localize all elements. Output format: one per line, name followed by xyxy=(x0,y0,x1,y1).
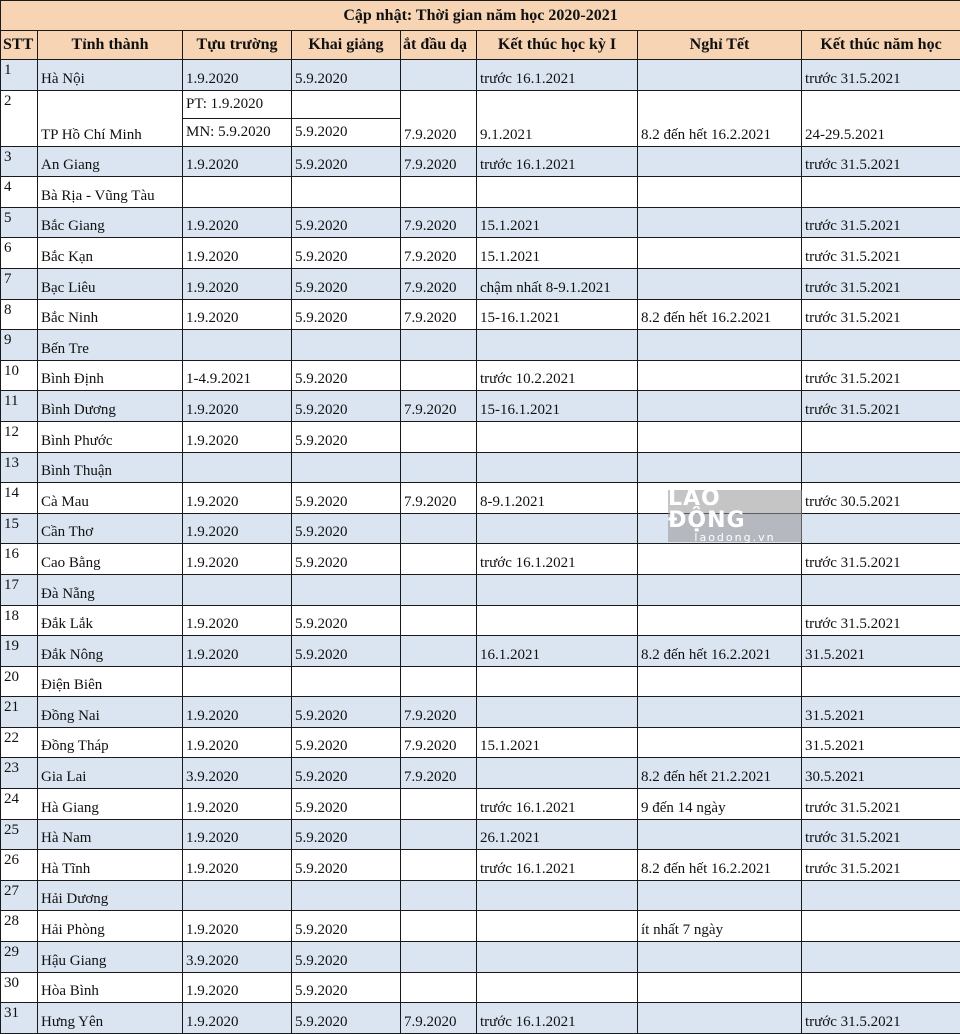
nghi-tet-cell xyxy=(638,238,802,269)
khai-giang-cell: 5.9.2020 xyxy=(292,544,401,575)
ket-thuc-hk1-cell xyxy=(477,513,638,544)
nghi-tet-cell xyxy=(638,942,802,973)
table-row xyxy=(1,177,960,208)
stt-cell: 30 xyxy=(1,972,38,1003)
province-cell: Bắc Ninh xyxy=(38,299,183,330)
header-tuu-truong: Tựu trường xyxy=(183,31,292,60)
ket-thuc-nam-hoc-cell: trước 31.5.2021 xyxy=(802,299,960,330)
nghi-tet-cell xyxy=(638,268,802,299)
tuu-truong-cell: 3.9.2020 xyxy=(183,942,292,973)
khai-giang-cell: 5.9.2020 xyxy=(292,819,401,850)
stt-cell: 19 xyxy=(1,636,38,667)
ket-thuc-nam-hoc-cell: 24-29.5.2021 xyxy=(802,90,960,146)
tuu-truong-cell: 1.9.2020 xyxy=(183,544,292,575)
ket-thuc-hk1-cell xyxy=(477,972,638,1003)
ket-thuc-nam-hoc-cell: trước 31.5.2021 xyxy=(802,360,960,391)
tuu-truong-cell: 1.9.2020 xyxy=(183,789,292,820)
province-cell: Hà Tĩnh xyxy=(38,850,183,881)
nghi-tet-cell xyxy=(638,605,802,636)
province-cell: Đồng Nai xyxy=(38,697,183,728)
nghi-tet-cell xyxy=(638,360,802,391)
table-row xyxy=(1,911,960,942)
tuu-truong-cell: 1-4.9.2021 xyxy=(183,360,292,391)
tuu-truong-cell: 3.9.2020 xyxy=(183,758,292,789)
watermark-site-text: laodong.vn xyxy=(694,532,775,544)
ket-thuc-hk1-cell xyxy=(477,758,638,789)
header-ket-thuc-hk1: Kết thúc học kỳ I xyxy=(477,31,638,60)
header-stt: STT xyxy=(1,31,38,60)
ket-thuc-hk1-cell: 16.1.2021 xyxy=(477,636,638,667)
nghi-tet-cell: 8.2 đến hết 16.2.2021 xyxy=(638,850,802,881)
stt-cell: 2 xyxy=(1,90,38,146)
ket-thuc-nam-hoc-cell xyxy=(802,880,960,911)
nghi-tet-cell xyxy=(638,544,802,575)
table-row xyxy=(1,697,960,728)
khai-giang-cell xyxy=(292,880,401,911)
khai-giang-cell: 5.9.2020 xyxy=(292,789,401,820)
tuu-truong-cell: 1.9.2020 xyxy=(183,972,292,1003)
stt-cell: 16 xyxy=(1,544,38,575)
ket-thuc-nam-hoc-cell: trước 31.5.2021 xyxy=(802,391,960,422)
stt-cell: 8 xyxy=(1,299,38,330)
ket-thuc-nam-hoc-cell: trước 31.5.2021 xyxy=(802,1003,960,1034)
nghi-tet-cell xyxy=(638,60,802,91)
ket-thuc-nam-hoc-cell xyxy=(802,452,960,483)
province-cell: Bình Phước xyxy=(38,421,183,452)
tuu-truong-cell xyxy=(183,574,292,605)
header-ket-thuc-nam-hoc: Kết thúc năm học xyxy=(802,31,960,60)
table-row xyxy=(1,330,960,361)
tuu-truong-cell xyxy=(183,880,292,911)
header-row xyxy=(1,31,960,60)
ket-thuc-hk1-cell xyxy=(477,911,638,942)
tuu-truong-cell xyxy=(183,90,292,146)
khai-giang-cell: 5.9.2020 xyxy=(292,483,401,514)
bat-dau-cell xyxy=(401,636,477,667)
nghi-tet-cell: 8.2 đến hết 16.2.2021 xyxy=(638,90,802,146)
province-cell: Bình Dương xyxy=(38,391,183,422)
ket-thuc-nam-hoc-cell xyxy=(802,666,960,697)
table-row xyxy=(1,360,960,391)
ket-thuc-nam-hoc-cell: trước 31.5.2021 xyxy=(802,850,960,881)
stt-cell: 25 xyxy=(1,819,38,850)
bat-dau-cell xyxy=(401,513,477,544)
nghi-tet-cell xyxy=(638,452,802,483)
province-cell: Cà Mau xyxy=(38,483,183,514)
ket-thuc-hk1-cell: trước 16.1.2021 xyxy=(477,850,638,881)
tuu-truong-cell: 1.9.2020 xyxy=(183,268,292,299)
khai-giang-cell: 5.9.2020 xyxy=(292,758,401,789)
stt-cell: 13 xyxy=(1,452,38,483)
stt-cell: 26 xyxy=(1,850,38,881)
table-row xyxy=(1,483,960,514)
khai-giang-empty xyxy=(292,91,400,119)
ket-thuc-hk1-cell: 15.1.2021 xyxy=(477,727,638,758)
ket-thuc-nam-hoc-cell: trước 31.5.2021 xyxy=(802,605,960,636)
ket-thuc-nam-hoc-cell xyxy=(802,911,960,942)
nghi-tet-cell xyxy=(638,697,802,728)
stt-cell: 27 xyxy=(1,880,38,911)
khai-giang-cell: 5.9.2020 xyxy=(292,697,401,728)
tuu-truong-cell: 1.9.2020 xyxy=(183,421,292,452)
ket-thuc-nam-hoc-cell xyxy=(802,513,960,544)
table-row xyxy=(1,207,960,238)
nghi-tet-cell xyxy=(638,177,802,208)
ket-thuc-hk1-cell: 15.1.2021 xyxy=(477,207,638,238)
stt-cell: 12 xyxy=(1,421,38,452)
ket-thuc-nam-hoc-cell: trước 31.5.2021 xyxy=(802,146,960,177)
nghi-tet-cell xyxy=(638,1003,802,1034)
bat-dau-cell: 7.9.2020 xyxy=(401,727,477,758)
stt-cell: 15 xyxy=(1,513,38,544)
tuu-truong-cell: 1.9.2020 xyxy=(183,819,292,850)
province-cell: Hà Giang xyxy=(38,789,183,820)
ket-thuc-hk1-cell: trước 16.1.2021 xyxy=(477,1003,638,1034)
nghi-tet-cell xyxy=(638,666,802,697)
bat-dau-cell: 7.9.2020 xyxy=(401,146,477,177)
khai-giang-cell xyxy=(292,177,401,208)
table-row xyxy=(1,850,960,881)
stt-cell: 11 xyxy=(1,391,38,422)
khai-giang-cell: 5.9.2020 xyxy=(292,911,401,942)
nghi-tet-cell xyxy=(638,146,802,177)
khai-giang-cell: 5.9.2020 xyxy=(292,299,401,330)
table-row xyxy=(1,574,960,605)
tuu-truong-cell: 1.9.2020 xyxy=(183,850,292,881)
province-cell: Bình Thuận xyxy=(38,452,183,483)
province-cell: Hưng Yên xyxy=(38,1003,183,1034)
ket-thuc-nam-hoc-cell xyxy=(802,421,960,452)
stt-cell: 3 xyxy=(1,146,38,177)
tuu-truong-cell: 1.9.2020 xyxy=(183,513,292,544)
nghi-tet-cell xyxy=(638,819,802,850)
tuu-truong-cell: 1.9.2020 xyxy=(183,1003,292,1034)
ket-thuc-hk1-cell xyxy=(477,421,638,452)
bat-dau-cell xyxy=(401,880,477,911)
tuu-truong-pt: PT: 1.9.2020 xyxy=(183,91,291,119)
stt-cell: 10 xyxy=(1,360,38,391)
tuu-truong-cell: 1.9.2020 xyxy=(183,238,292,269)
ket-thuc-nam-hoc-cell: trước 31.5.2021 xyxy=(802,238,960,269)
province-cell: Cần Thơ xyxy=(38,513,183,544)
province-cell: Hậu Giang xyxy=(38,942,183,973)
ket-thuc-hk1-cell: 15.1.2021 xyxy=(477,238,638,269)
table-row xyxy=(1,727,960,758)
ket-thuc-nam-hoc-cell: trước 30.5.2021 xyxy=(802,483,960,514)
tuu-truong-cell: 1.9.2020 xyxy=(183,391,292,422)
province-cell: Hà Nam xyxy=(38,819,183,850)
nghi-tet-cell xyxy=(638,207,802,238)
province-cell: Hải Phòng xyxy=(38,911,183,942)
stt-cell: 24 xyxy=(1,789,38,820)
ket-thuc-hk1-cell xyxy=(477,942,638,973)
stt-cell: 18 xyxy=(1,605,38,636)
bat-dau-cell xyxy=(401,605,477,636)
bat-dau-cell: 7.9.2020 xyxy=(401,697,477,728)
province-cell: Đà Nẵng xyxy=(38,574,183,605)
khai-giang-cell: 5.9.2020 xyxy=(292,972,401,1003)
nghi-tet-cell: 8.2 đến hết 16.2.2021 xyxy=(638,299,802,330)
bat-dau-cell: 7.9.2020 xyxy=(401,299,477,330)
stt-cell: 31 xyxy=(1,1003,38,1034)
table-row xyxy=(1,942,960,973)
nghi-tet-cell xyxy=(638,330,802,361)
bat-dau-cell xyxy=(401,911,477,942)
khai-giang-cell: 5.9.2020 xyxy=(292,636,401,667)
khai-giang-cell: 5.9.2020 xyxy=(292,238,401,269)
table-row xyxy=(1,146,960,177)
bat-dau-cell xyxy=(401,60,477,91)
stt-cell: 22 xyxy=(1,727,38,758)
bat-dau-cell: 7.9.2020 xyxy=(401,758,477,789)
table-row xyxy=(1,90,960,146)
province-cell: Bắc Giang xyxy=(38,207,183,238)
nghi-tet-cell xyxy=(638,727,802,758)
bat-dau-cell xyxy=(401,666,477,697)
ket-thuc-hk1-cell: trước 16.1.2021 xyxy=(477,60,638,91)
bat-dau-cell xyxy=(401,177,477,208)
bat-dau-cell: 7.9.2020 xyxy=(401,1003,477,1034)
khai-giang-cell: 5.9.2020 xyxy=(292,727,401,758)
ket-thuc-hk1-cell xyxy=(477,880,638,911)
stt-cell: 29 xyxy=(1,942,38,973)
ket-thuc-nam-hoc-cell: 31.5.2021 xyxy=(802,697,960,728)
nghi-tet-cell xyxy=(638,880,802,911)
province-cell: Đắk Lắk xyxy=(38,605,183,636)
stt-cell: 23 xyxy=(1,758,38,789)
ket-thuc-hk1-cell: 15-16.1.2021 xyxy=(477,391,638,422)
nghi-tet-cell xyxy=(638,574,802,605)
stt-cell: 4 xyxy=(1,177,38,208)
header-bat-dau: ắt đầu dạ xyxy=(401,31,477,60)
stt-cell: 20 xyxy=(1,666,38,697)
bat-dau-cell: 7.9.2020 xyxy=(401,207,477,238)
ket-thuc-nam-hoc-cell: trước 31.5.2021 xyxy=(802,268,960,299)
ket-thuc-hk1-cell: trước 10.2.2021 xyxy=(477,360,638,391)
tuu-truong-cell xyxy=(183,177,292,208)
ket-thuc-hk1-cell: trước 16.1.2021 xyxy=(477,789,638,820)
tuu-truong-cell: 1.9.2020 xyxy=(183,60,292,91)
ket-thuc-nam-hoc-cell: trước 31.5.2021 xyxy=(802,207,960,238)
table-row xyxy=(1,1003,960,1034)
stt-cell: 21 xyxy=(1,697,38,728)
ket-thuc-hk1-cell: trước 16.1.2021 xyxy=(477,544,638,575)
tuu-truong-mn: MN: 5.9.2020 xyxy=(183,119,291,146)
stt-cell: 28 xyxy=(1,911,38,942)
ket-thuc-hk1-cell xyxy=(477,605,638,636)
table-row xyxy=(1,758,960,789)
ket-thuc-hk1-cell: 9.1.2021 xyxy=(477,90,638,146)
table-row xyxy=(1,60,960,91)
khai-giang-cell xyxy=(292,666,401,697)
table-row xyxy=(1,636,960,667)
bat-dau-cell: 7.9.2020 xyxy=(401,238,477,269)
ket-thuc-nam-hoc-cell: trước 31.5.2021 xyxy=(802,544,960,575)
khai-giang-value: 5.9.2020 xyxy=(292,119,400,146)
khai-giang-cell: 5.9.2020 xyxy=(292,207,401,238)
ket-thuc-nam-hoc-cell xyxy=(802,942,960,973)
ket-thuc-nam-hoc-cell xyxy=(802,972,960,1003)
ket-thuc-nam-hoc-cell: trước 31.5.2021 xyxy=(802,789,960,820)
bat-dau-cell xyxy=(401,819,477,850)
khai-giang-cell: 5.9.2020 xyxy=(292,391,401,422)
header-nghi-tet: Nghỉ Tết xyxy=(638,31,802,60)
ket-thuc-hk1-cell xyxy=(477,452,638,483)
tuu-truong-cell xyxy=(183,666,292,697)
province-cell: Bến Tre xyxy=(38,330,183,361)
bat-dau-cell xyxy=(401,544,477,575)
nghi-tet-cell: 9 đến 14 ngày xyxy=(638,789,802,820)
province-cell: Bình Định xyxy=(38,360,183,391)
laodong-watermark xyxy=(668,490,802,542)
khai-giang-cell: 5.9.2020 xyxy=(292,1003,401,1034)
stt-cell: 6 xyxy=(1,238,38,269)
khai-giang-cell xyxy=(292,574,401,605)
ket-thuc-nam-hoc-cell: 31.5.2021 xyxy=(802,636,960,667)
table-row xyxy=(1,789,960,820)
ket-thuc-nam-hoc-cell xyxy=(802,330,960,361)
province-cell: An Giang xyxy=(38,146,183,177)
bat-dau-cell xyxy=(401,360,477,391)
bat-dau-cell xyxy=(401,789,477,820)
ket-thuc-hk1-cell xyxy=(477,666,638,697)
table-title: Cập nhật: Thời gian năm học 2020-2021 xyxy=(1,1,960,31)
bat-dau-cell xyxy=(401,850,477,881)
khai-giang-cell xyxy=(292,452,401,483)
bat-dau-cell xyxy=(401,942,477,973)
ket-thuc-nam-hoc-cell xyxy=(802,177,960,208)
bat-dau-cell: 7.9.2020 xyxy=(401,90,477,146)
tuu-truong-cell: 1.9.2020 xyxy=(183,727,292,758)
ket-thuc-nam-hoc-cell xyxy=(802,574,960,605)
bat-dau-cell: 7.9.2020 xyxy=(401,483,477,514)
tuu-truong-cell: 1.9.2020 xyxy=(183,605,292,636)
table-body xyxy=(1,60,960,1034)
ket-thuc-hk1-cell: 8-9.1.2021 xyxy=(477,483,638,514)
province-cell: Hòa Bình xyxy=(38,972,183,1003)
province-cell: Điện Biên xyxy=(38,666,183,697)
province-cell: Đồng Tháp xyxy=(38,727,183,758)
bat-dau-cell xyxy=(401,972,477,1003)
province-cell: TP Hồ Chí Minh xyxy=(38,90,183,146)
khai-giang-cell: 5.9.2020 xyxy=(292,60,401,91)
stt-cell: 7 xyxy=(1,268,38,299)
ket-thuc-hk1-cell xyxy=(477,697,638,728)
stt-cell: 1 xyxy=(1,60,38,91)
ket-thuc-hk1-cell: 15-16.1.2021 xyxy=(477,299,638,330)
ket-thuc-nam-hoc-cell: trước 31.5.2021 xyxy=(802,819,960,850)
tuu-truong-cell: 1.9.2020 xyxy=(183,483,292,514)
tuu-truong-cell: 1.9.2020 xyxy=(183,636,292,667)
khai-giang-cell: 5.9.2020 xyxy=(292,268,401,299)
tuu-truong-cell: 1.9.2020 xyxy=(183,207,292,238)
table-row xyxy=(1,880,960,911)
ket-thuc-hk1-cell: trước 16.1.2021 xyxy=(477,146,638,177)
header-province: Tỉnh thành xyxy=(38,31,183,60)
province-cell: Bà Rịa - Vũng Tàu xyxy=(38,177,183,208)
bat-dau-cell xyxy=(401,330,477,361)
bat-dau-cell xyxy=(401,421,477,452)
tuu-truong-cell xyxy=(183,452,292,483)
khai-giang-cell xyxy=(292,90,401,146)
khai-giang-cell xyxy=(292,330,401,361)
bat-dau-cell: 7.9.2020 xyxy=(401,391,477,422)
table-row xyxy=(1,972,960,1003)
tuu-truong-cell: 1.9.2020 xyxy=(183,146,292,177)
khai-giang-cell: 5.9.2020 xyxy=(292,942,401,973)
province-cell: Hà Nội xyxy=(38,60,183,91)
khai-giang-cell: 5.9.2020 xyxy=(292,360,401,391)
khai-giang-cell: 5.9.2020 xyxy=(292,605,401,636)
province-cell: Cao Bằng xyxy=(38,544,183,575)
table-row xyxy=(1,544,960,575)
table-row xyxy=(1,452,960,483)
ket-thuc-nam-hoc-cell: 30.5.2021 xyxy=(802,758,960,789)
ket-thuc-hk1-cell xyxy=(477,330,638,361)
header-khai-giang: Khai giảng xyxy=(292,31,401,60)
province-cell: Gia Lai xyxy=(38,758,183,789)
nghi-tet-cell xyxy=(638,391,802,422)
table-row xyxy=(1,605,960,636)
ket-thuc-hk1-cell: chậm nhất 8-9.1.2021 xyxy=(477,268,638,299)
tuu-truong-cell: 1.9.2020 xyxy=(183,697,292,728)
table-row xyxy=(1,268,960,299)
tuu-truong-cell: 1.9.2020 xyxy=(183,299,292,330)
khai-giang-cell: 5.9.2020 xyxy=(292,146,401,177)
table-row xyxy=(1,513,960,544)
khai-giang-cell: 5.9.2020 xyxy=(292,850,401,881)
province-cell: Đắk Nông xyxy=(38,636,183,667)
bat-dau-cell: 7.9.2020 xyxy=(401,268,477,299)
khai-giang-cell: 5.9.2020 xyxy=(292,421,401,452)
tuu-truong-cell: 1.9.2020 xyxy=(183,911,292,942)
nghi-tet-cell: 8.2 đến hết 16.2.2021 xyxy=(638,636,802,667)
nghi-tet-cell: ít nhất 7 ngày xyxy=(638,911,802,942)
table-row xyxy=(1,666,960,697)
bat-dau-cell xyxy=(401,574,477,605)
stt-cell: 17 xyxy=(1,574,38,605)
table-row xyxy=(1,421,960,452)
khai-giang-cell: 5.9.2020 xyxy=(292,513,401,544)
table-row xyxy=(1,299,960,330)
ket-thuc-nam-hoc-cell: trước 31.5.2021 xyxy=(802,60,960,91)
nghi-tet-cell xyxy=(638,972,802,1003)
province-cell: Bạc Liêu xyxy=(38,268,183,299)
province-cell: Bắc Kạn xyxy=(38,238,183,269)
province-cell: Hải Dương xyxy=(38,880,183,911)
tuu-truong-cell xyxy=(183,330,292,361)
watermark-logo-text: LAO ĐỘNG xyxy=(668,488,802,532)
stt-cell: 9 xyxy=(1,330,38,361)
stt-cell: 5 xyxy=(1,207,38,238)
ket-thuc-hk1-cell xyxy=(477,177,638,208)
stt-cell: 14 xyxy=(1,483,38,514)
ket-thuc-hk1-cell xyxy=(477,574,638,605)
table-row xyxy=(1,819,960,850)
table-row xyxy=(1,238,960,269)
ket-thuc-hk1-cell: 26.1.2021 xyxy=(477,819,638,850)
table-row xyxy=(1,391,960,422)
ket-thuc-nam-hoc-cell: 31.5.2021 xyxy=(802,727,960,758)
nghi-tet-cell: 8.2 đến hết 21.2.2021 xyxy=(638,758,802,789)
nghi-tet-cell xyxy=(638,421,802,452)
bat-dau-cell xyxy=(401,452,477,483)
